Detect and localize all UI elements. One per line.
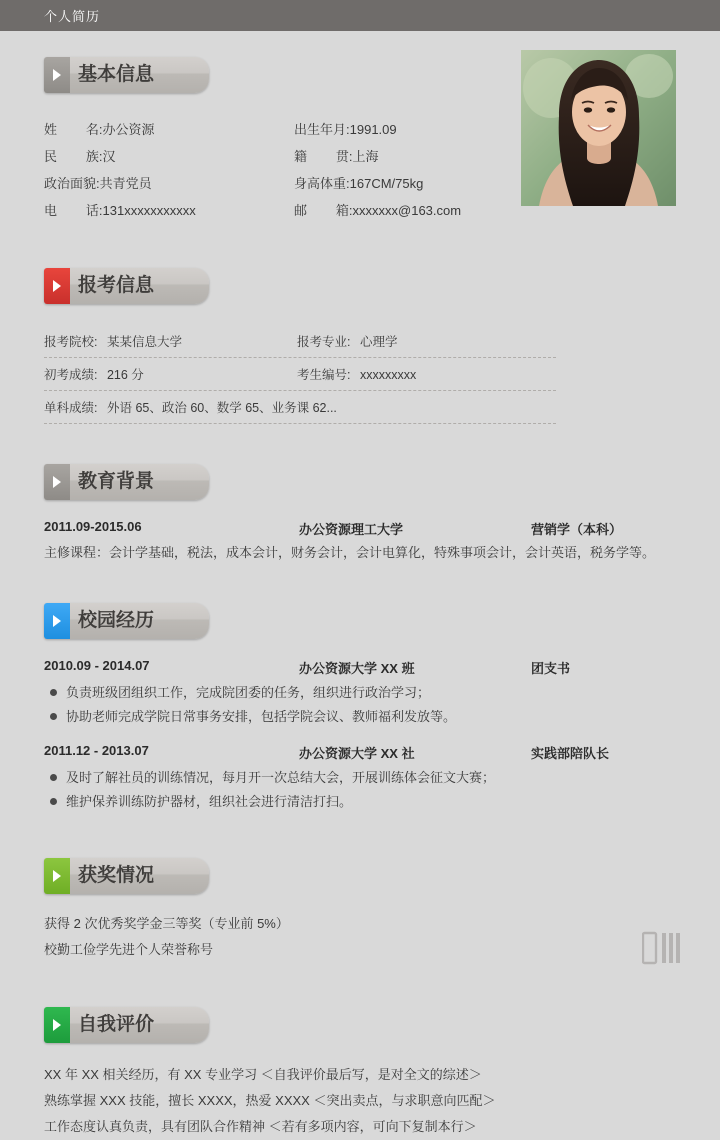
table-row [44, 325, 556, 358]
section-title-campus: 校园经历 [78, 610, 155, 631]
section-campus [44, 603, 676, 814]
cell-key: 单科成绩: [44, 401, 98, 415]
entry-organization: 办公资源大学 XX 班 [299, 661, 415, 676]
exam-info-table [44, 325, 556, 424]
section-header-basic [44, 57, 209, 93]
exam-cell-major [297, 332, 556, 350]
entry-detail: 主修课程：会计学基础，税法，成本会计，财务会计，会计电算化，特殊事项会计，会计英语，税务学等。 [44, 545, 656, 560]
education-entry [44, 519, 676, 565]
self-evaluation-body [44, 1062, 676, 1140]
basic-field-email [294, 197, 514, 224]
basic-field-height-weight [294, 170, 514, 197]
exam-cell-subject-scores [44, 398, 556, 416]
field-value: 1991.09 [349, 122, 397, 137]
section-title-exam: 报考信息 [78, 275, 155, 296]
entry-bullets [44, 766, 676, 814]
bullet-text: 负责班级团组织工作，完成院团委的任务，组织进行政治学习； [66, 685, 431, 700]
entry-header [44, 519, 676, 538]
section-title-basic: 基本信息 [78, 64, 155, 85]
bullet-dot-icon [50, 798, 57, 805]
section-education [44, 464, 676, 565]
exam-cell-candidate-no [297, 365, 556, 383]
profile-photo [521, 50, 676, 206]
field-label: 邮 箱: [294, 203, 353, 218]
cell-key: 报考专业: [297, 335, 351, 349]
field-label: 籍 贯: [294, 149, 353, 164]
field-value: 167CM/75kg [349, 176, 424, 191]
document-watermark-icon [642, 931, 682, 965]
cell-value: 外语 65、政治 60、数学 65、业务课 62... [106, 401, 337, 415]
awards-line: 获得 2 次优秀奖学金三等奖（专业前 5%） [44, 916, 289, 931]
entry-organization: 办公资源理工大学 [299, 522, 404, 537]
campus-entry [44, 658, 676, 729]
section-basic-info [44, 57, 676, 224]
basic-info-row [44, 170, 514, 197]
bullet-dot-icon [50, 774, 57, 781]
awards-body [44, 911, 676, 963]
cell-value: 某某信息大学 [106, 335, 182, 349]
field-label: 政治面貌: [44, 176, 100, 191]
entry-header [44, 743, 676, 762]
field-label: 电 话: [44, 203, 103, 218]
section-awards [44, 858, 676, 963]
section-tag-icon [44, 464, 70, 500]
section-tag-icon [44, 268, 70, 304]
awards-line: 校勤工俭学先进个人荣誉称号 [44, 942, 214, 957]
basic-field-political [44, 170, 294, 197]
bullet-text: 维护保养训练防护器材，组织社会进行清洁打扫。 [66, 794, 353, 809]
entry-date: 2011.09-2015.06 [44, 519, 142, 534]
section-title-awards: 获奖情况 [78, 865, 155, 886]
field-value: 131xxxxxxxxxxx [102, 203, 196, 218]
field-value: 上海 [352, 149, 379, 164]
field-value: xxxxxxx@163.com [352, 203, 462, 218]
bullet-text: 及时了解社员的训练情况，每月开一次总结大会，开展训练体会征文大赛； [66, 770, 496, 785]
table-row [44, 358, 556, 391]
field-label: 出生年月: [294, 122, 350, 137]
basic-info-row [44, 116, 514, 143]
entry-organization: 办公资源大学 XX 社 [299, 746, 415, 761]
entry-date: 2011.12 - 2013.07 [44, 743, 149, 758]
cell-key: 报考院校: [44, 335, 98, 349]
section-tag-icon [44, 1007, 70, 1043]
field-label: 民 族: [44, 149, 103, 164]
entry-header [44, 658, 676, 677]
basic-field-phone [44, 197, 294, 224]
self-line: 工作态度认真负责，具有团队合作精神 ＜若有多项内容，可向下复制本行＞ [44, 1119, 477, 1134]
section-exam-info [44, 268, 676, 424]
field-value: 共青党员 [99, 176, 152, 191]
section-header-self [44, 1007, 209, 1043]
section-self-evaluation [44, 1007, 676, 1140]
entry-role: 团支书 [531, 661, 571, 676]
list-item [44, 766, 676, 790]
section-header-exam [44, 268, 209, 304]
section-tag-icon [44, 57, 70, 93]
page-title: 个人简历 [44, 9, 101, 24]
cell-key: 考生编号: [297, 368, 351, 382]
cell-value: 216 分 [106, 368, 144, 382]
basic-field-ethnicity [44, 143, 294, 170]
basic-field-name [44, 116, 294, 143]
exam-cell-school [44, 332, 297, 350]
entry-role: 实践部陪队长 [531, 746, 610, 761]
window-titlebar [0, 0, 720, 31]
entry-bullets [44, 681, 676, 729]
list-item [44, 705, 676, 729]
exam-cell-score [44, 365, 297, 383]
section-header-education [44, 464, 209, 500]
basic-info-row [44, 143, 514, 170]
basic-info-row [44, 197, 514, 224]
self-line: 熟练掌握 XXX 技能，擅长 XXXX，热爱 XXXX ＜突出卖点，与求职意向匹配＞ [44, 1093, 496, 1108]
section-header-campus [44, 603, 209, 639]
list-item [44, 681, 676, 705]
entry-role: 营销学（本科） [531, 522, 623, 537]
bullet-dot-icon [50, 713, 57, 720]
resume-content [0, 57, 720, 1140]
field-value: 汉 [102, 149, 116, 164]
cell-value: xxxxxxxxx [359, 368, 417, 382]
section-title-education: 教育背景 [78, 471, 155, 492]
cell-key: 初考成绩: [44, 368, 98, 382]
basic-info-grid [44, 116, 514, 224]
bullet-dot-icon [50, 689, 57, 696]
list-item [44, 790, 676, 814]
entry-date: 2010.09 - 2014.07 [44, 658, 150, 673]
basic-field-hometown [294, 143, 514, 170]
field-label: 身高体重: [294, 176, 350, 191]
basic-field-birth [294, 116, 514, 143]
table-row [44, 391, 556, 424]
section-header-awards [44, 858, 209, 894]
field-value: 办公资源 [102, 122, 155, 137]
bullet-text: 协助老师完成学院日常事务安排，包括学院会议、教师福利发放等。 [66, 709, 457, 724]
campus-entry [44, 743, 676, 814]
basic-info-body [44, 116, 676, 224]
field-label: 姓 名: [44, 122, 103, 137]
section-tag-icon [44, 858, 70, 894]
section-tag-icon [44, 603, 70, 639]
cell-value: 心理学 [359, 335, 398, 349]
section-title-self: 自我评价 [78, 1014, 155, 1035]
self-line: XX 年 XX 相关经历，有 XX 专业学习 ＜自我评价最后写，是对全文的综述＞ [44, 1067, 482, 1082]
